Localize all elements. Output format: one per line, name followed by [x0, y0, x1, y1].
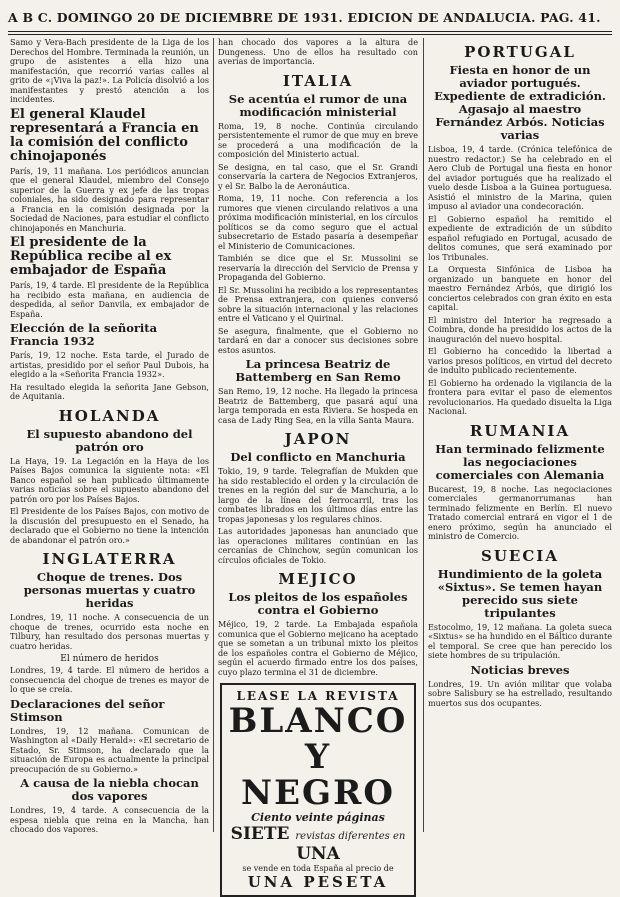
header-rule-top [8, 31, 612, 32]
col2-p9: Las autoridades japonesas han anunciado que las operaciones militares continúan en las cercanías de Chinchow, según comunican los círculos oficiales de Tokio. [218, 526, 418, 565]
ad-line-precio: se vende en toda España al precio de [242, 864, 394, 873]
col3-p1: Lisboa, 19, 4 tarde. (Crónica telefónica de nuestro redactor.) Se ha celebrado en el Aero Club de Portugal una fiesta en honor del aviador portugués que ha realizado el vuelo desde Lisboa a la Guinea portuguesa. Asistió el ministro de la Marina, quien impuso al aviador una condecoración. [428, 144, 612, 211]
headline-choque-trenes: Choque de trenes. Dos personas muertas y cuatro heridas [23, 570, 196, 610]
ad-line-paginas: Ciento veinte páginas [251, 811, 385, 824]
blanco-y-negro-advertisement [220, 683, 416, 897]
col2-p5: El Sr. Mussolini ha recibido a los representantes de Prensa extranjera, con quienes conversó sobre la situación internacional y las relaciones entre el Vaticano y el Quirinal. [218, 284, 418, 323]
headline-patron-oro: El supuesto abandono del patrón oro [26, 426, 193, 454]
ad-line-lease: LEASE LA REVISTA [236, 689, 400, 703]
header-rule-bottom [8, 34, 612, 35]
col1-intro: Samo y Vera-Bach presidente de la Liga de los Derechos del Hombre. Terminada la reunión, un grupo de asistentes a ella hizo una manifestación, que recorrió varias calles al grito de «¡Viva la paz!». La Policía disolvió a los manifestantes y prestó atención a los incidentes. [10, 37, 209, 104]
section-rumania: RUMANIA [469, 421, 571, 440]
ad-una: UNA [296, 844, 340, 864]
section-portugal: PORTUGAL [464, 43, 576, 61]
ad-line-siete [225, 824, 411, 864]
col3-p8: Estocolmo, 19, 12 mañana. La goleta sueca «Sixtus» se ha hundido en el Báltico durante el temporal. Se cree que han perecido los siete hombres de su tripulación. [428, 621, 613, 660]
ad-siete: SIETE [230, 824, 290, 844]
col2-p7: San Remo, 19, 12 noche. Ha llegado la princesa Beatriz de Battemberg, que pasará aquí una larga temporada en esta Riviera. Se hospeda en casa de Lady Ring Sea, en la villa Santa Maura. [218, 386, 418, 425]
ad-title-y-negro: Y NEGRO [241, 737, 395, 813]
col1-p5: La Haya, 19. La Legación en la Haya de los Países Bajos comunica la siguiente nota: «El Banco español se han publicado últimamente varias noticias sobre el supuesto abandono del patrón oro por los Países Bajos. [10, 455, 209, 504]
headline-battemberg: La princesa Beatriz de Battemberg en San Remo [235, 357, 401, 384]
col3-p6: El Gobierno ha ordenado la vigilancia de la frontera para evitar el paso de elementos revolucionarios. Ha quedado disuelta la Liga Nacional. [428, 377, 612, 416]
col3-p3: La Orquesta Sinfónica de Lisboa ha organizado un banquete en honor del maestro Fernández Arbós, que dirigió los conciertos celebrados con gran éxito en esta capital. [428, 264, 612, 312]
page-header: A B C. DOMINGO 20 DE DICIEMBRE DE 1931. EDICION DE ANDALUCIA. PAG. 41. [8, 10, 601, 25]
ad-title-blanco: BLANCO [228, 701, 408, 741]
headline-presidente: El presidente de la República recibe al ex embajador de España [10, 235, 172, 278]
headline-manchuria: Del conflicto en Manchuria [230, 450, 406, 464]
col3-p7: Bucarest, 19, 8 noche. Las negociaciones comerciales germanorrumanas han terminado felizmente en Berlín. El nuevo Tratado comercial entrará en vigor el 1 de enero próximo, según ha anunciado el ministro de Comercio. [428, 483, 612, 541]
col2-intro: han chocado dos vapores a la altura de Dungeness. Uno de ellos ha resultado con averías de importancia. [218, 37, 418, 66]
col2-p6: Se asegura, finalmente, que el Gobierno no tardará en dar a conocer sus decisiones sobre estos asuntos. [218, 325, 418, 355]
headline-stimson: Declaraciones del señor Stimson [10, 696, 165, 724]
section-italia: ITALIA [282, 71, 354, 90]
section-japon: JAPON [284, 430, 352, 448]
headline-portugal: Fiesta en honor de un aviador portugués. Expediente de extradición. Agasajo al maestro Fernández Arbós. Noticias varias [434, 63, 606, 142]
col1-p9: Londres, 19, 12 mañana. Comunican de Washington al «Daily Herald»: «El secretario de Estado, Sr. Stimson, ha declarado que la situación de Europa es actualmente la principal preocupación de su Gobierno.» [10, 725, 209, 774]
column-2 [218, 37, 418, 891]
subhead-heridos: El número de heridos [60, 654, 159, 664]
col1-p7: Londres, 19, 11 noche. A consecuencia de un choque de trenes, ocurrido esta noche en Tilbury, han resultado dos personas muertas y cuatro heridas. [10, 612, 209, 651]
column-divider-1 [213, 38, 214, 832]
headline-noticias-breves: Noticias breves [470, 662, 570, 677]
section-holanda: HOLANDA [58, 406, 161, 425]
col1-p8: Londres, 19, 4 tarde. El número de heridos a consecuencia del choque de trenes es mayor de lo que se creía. [10, 665, 209, 694]
col1-p1: París, 19, 11 mañana. Los periódicos anuncian que el general Klaudel, miembro del Consejo superior de la Guerra y ex jefe de las tropas coloniales, ha sido designado para representar a Francia en la comisión designada por la Sociedad de Naciones, para estudiar el conflicto chinojaponés en Manchuria. [10, 165, 209, 233]
section-suecia: SUECIA [481, 546, 559, 565]
col2-p10: Méjico, 19, 2 tarde. La Embajada española comunica que el Gobierno mejicano ha aceptado que se sometan a un tribunal mixto los pleitos de los españoles contra el Gobierno de Méjico, según el acuerdo firmado entre los dos países, cuyo plazo termina el 31 de diciembre. [218, 619, 418, 677]
col3-p2: El Gobierno español ha remitido el expediente de extradición de un súbdito español refugiado en Portugal, acusado de delitos comunes, que será examinado por los Tribunales. [428, 213, 612, 262]
headline-senorita-francia: Elección de la señorita Francia 1932 [10, 321, 158, 348]
column-divider-2 [423, 38, 424, 832]
col1-p6: El Presidente de los Países Bajos, con motivo de la discusión del presupuesto en el Senado, ha declarado que el Gobierno no tiene la intención de abandonar el patrón oro.» [10, 506, 209, 545]
headline-rumania: Han terminado felizmente las negociaciones comerciales con Alemania [435, 441, 605, 482]
headline-klaudel: El general Klaudel representará a Francia en la comisión del conflicto chinojaponés [10, 106, 199, 164]
section-inglaterra: INGLATERRA [42, 550, 177, 568]
headline-sixtus: Hundimiento de la goleta «Sixtus». Se temen hayan perecido sus siete tripulantes [437, 566, 603, 620]
col3-p9: Londres, 19. Un avión militar que volaba sobre Salisbury se ha estrellado, resultando muertos sus dos ocupantes. [428, 678, 612, 708]
col2-p2: Se designa, en tal caso, que el Sr. Grandi conservaría la cartera de Negocios Extranjeros, y el Sr. Balbo la de Aeronáutica. [218, 161, 418, 191]
col1-p2: París, 19, 4 tarde. El presidente de la República ha recibido esta mañana, en audiencia de despedida, al señor Danvila, ex embajador de España. [10, 280, 209, 319]
col2-p4: También se dice que el Sr. Mussolini se reservaría la dirección del Servicio de Prensa y Propaganda del Gobierno. [218, 253, 418, 282]
headline-pleitos: Los pleitos de los españoles contra el Gobierno [228, 590, 408, 617]
headline-modificacion: Se acentúa el rumor de una modificación ministerial [228, 91, 408, 119]
col1-p4: Ha resultado elegida la señorita Jane Gebson, de Aquitania. [10, 381, 209, 401]
col1-p3: París, 19, 12 noche. Esta tarde, el Jurado de artistas, presidido por el señor Paul Dubois, ha elegido a la «Señorita Francia 1932». [10, 350, 209, 379]
col1-p10: Londres, 19, 4 tarde. A consecuencia de la espesa niebla que reina en la Mancha, han chocado dos vapores. [10, 805, 209, 834]
col3-p4: El ministro del Interior ha regresado a Coimbra, donde ha presidido los actos de la inauguración del nuevo hospital. [428, 314, 612, 344]
ad-line-peseta: UNA PESETA [247, 873, 389, 891]
col3-p5: El Gobierno ha concedido la libertad a varios presos políticos, en virtud del decreto de indulto publicado recientemente. [428, 346, 612, 375]
headline-niebla: A causa de la niebla chocan dos vapores [20, 776, 199, 803]
col2-p8: Tokio, 19, 9 tarde. Telegrafían de Mukden que ha sido restablecido el orden y la circulación de trenes en la región del sur de Manchuria, a lo largo de la línea del ferrocarril, tras los combates librados en los últimos días entre las tropas japonesas y los regulares chinos. [218, 466, 418, 524]
column-3 [428, 38, 612, 832]
column-1 [10, 38, 209, 832]
col2-p1: Roma, 19, 8 noche. Continúa circulando persistentemente el rumor de que muy en breve se procederá a una modificación de la composición del Ministerio actual. [218, 120, 418, 159]
col2-p3: Roma, 19, 11 noche. Con referencia a los rumores que vienen circulando relativos a una próxima modificación ministerial, en los círculos políticos se da como seguro que el actual subsecretario de Estado pasaría a desempeñar el Ministerio de Comunicaciones. [218, 193, 418, 251]
ad-revistas: revistas diferentes en [295, 831, 406, 842]
section-mejico: MEJICO [278, 570, 358, 588]
